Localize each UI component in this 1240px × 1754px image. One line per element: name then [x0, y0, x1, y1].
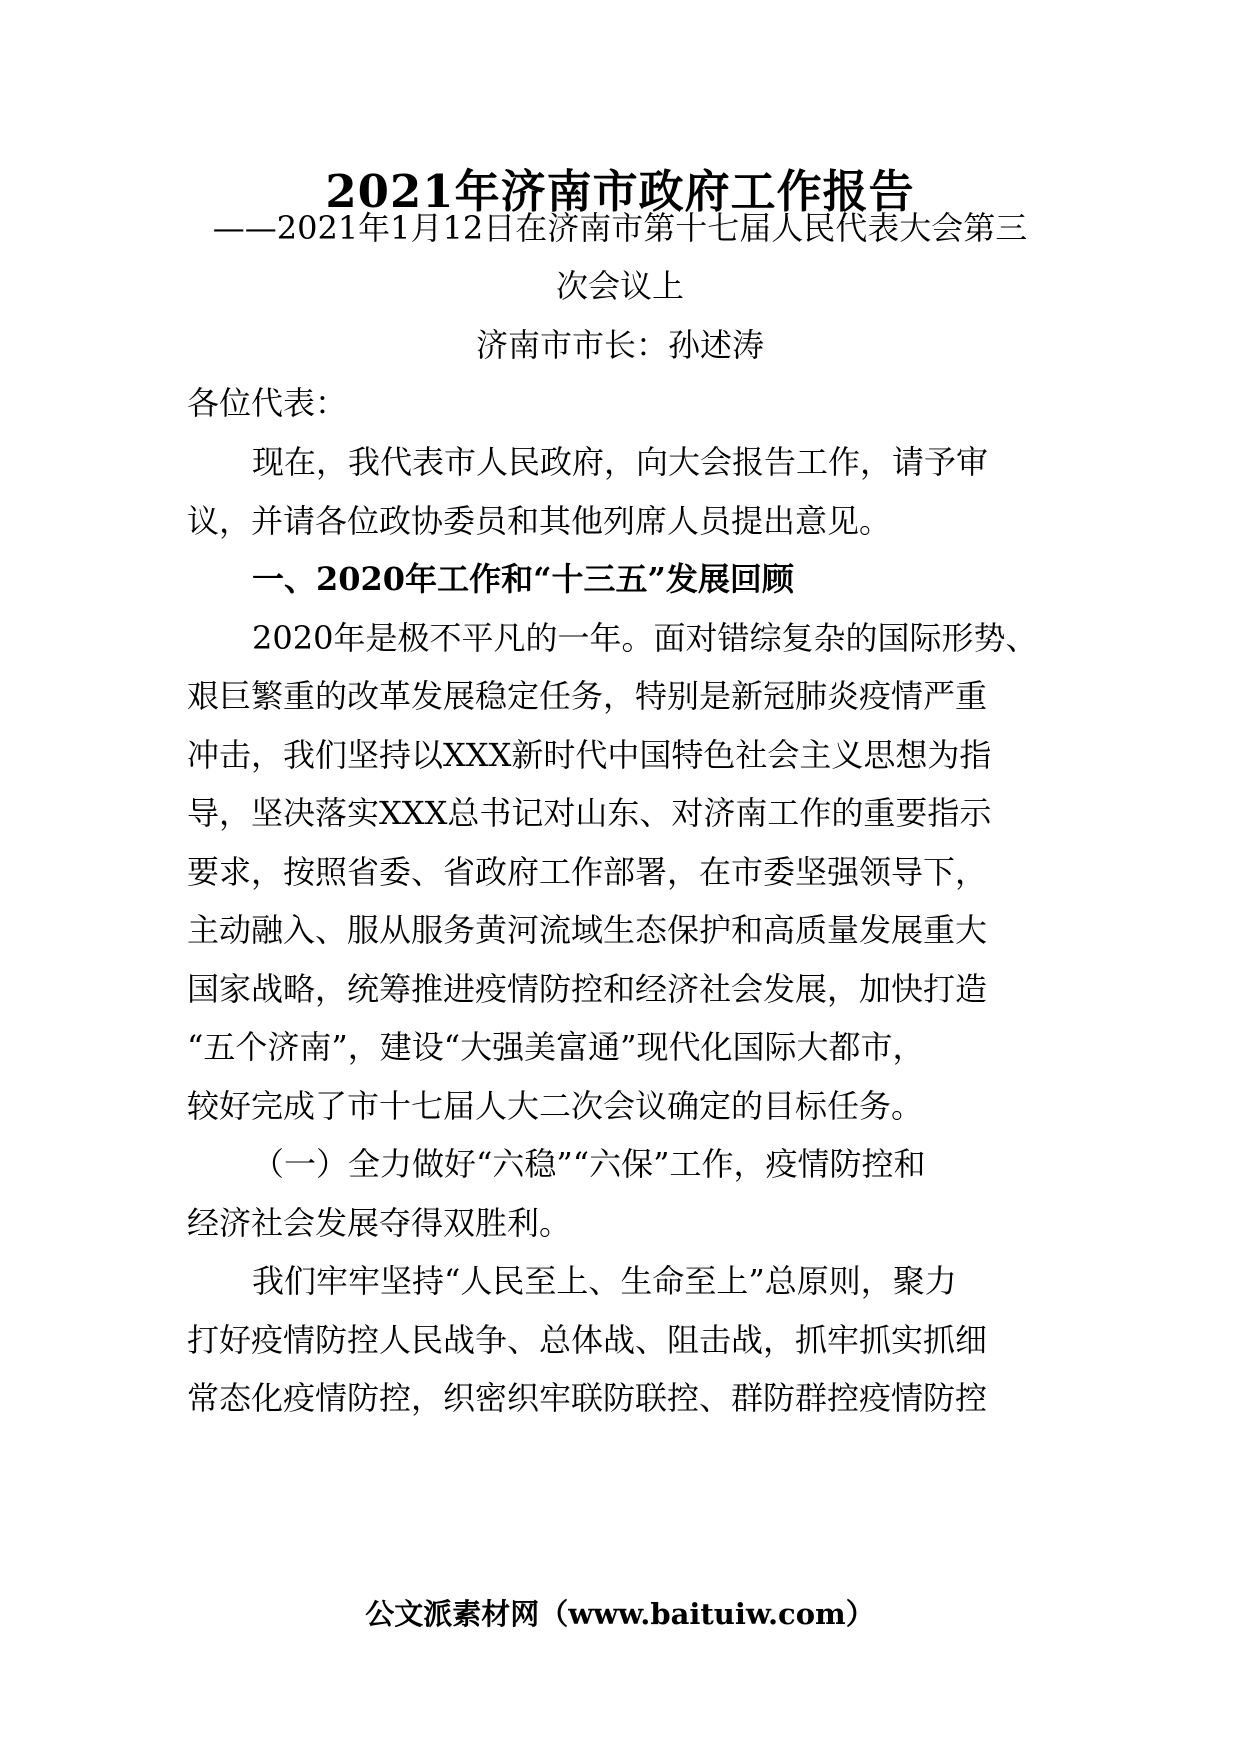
paragraph-line: 国家战略，统筹推进疫情防控和经济社会发展，加快打造 [187, 970, 988, 1008]
paragraph-line: 打好疫情防控人民战争、总体战、阻击战，抓牢抓实抓细 [187, 1321, 988, 1359]
subsection-line: 经济社会发展夺得双胜利。 [187, 1204, 572, 1242]
paragraph-line: 2020年是极不平凡的一年。面对错综复杂的国际形势、 [252, 619, 1038, 657]
paragraph-line: 导，坚决落实XXX总书记对山东、对济南工作的重要指示 [187, 794, 992, 832]
section-heading: 一、2020年工作和“十三五”发展回顾 [252, 560, 794, 598]
paragraph-line: 议，并请各位政协委员和其他列席人员提出意见。 [187, 502, 892, 540]
paragraph-line: 主动融入、服从服务黄河流域生态保护和高质量发展重大 [187, 911, 988, 949]
document-subtitle-line-1: ——2021年1月12日在济南市第十七届人民代表大会第三 [212, 209, 1028, 247]
paragraph-line: “五个济南”，建设“大强美富通”现代化国际大都市， [187, 1028, 925, 1066]
paragraph-line: 我们牢牢坚持“人民至上、生命至上”总原则，聚力 [252, 1262, 957, 1300]
subsection-line: （一）全力做好“六稳”“六保”工作，疫情防控和 [252, 1145, 926, 1183]
paragraph-line: 艰巨繁重的改革发展稳定任务，特别是新冠肺炎疫情严重 [187, 677, 988, 715]
paragraph-line: 较好完成了市十七届人大二次会议确定的目标任务。 [187, 1087, 924, 1125]
page-footer: 公文派素材网（www.baituiw.com） [365, 1597, 875, 1631]
salutation: 各位代表： [187, 384, 348, 422]
document-author: 济南市市长：孙述涛 [475, 326, 764, 364]
document-title: 2021年济南市政府工作报告 [325, 165, 915, 218]
paragraph-line: 冲击，我们坚持以XXX新时代中国特色社会主义思想为指 [187, 736, 992, 774]
paragraph-line: 现在，我代表市人民政府，向大会报告工作，请予审 [252, 443, 989, 481]
document-subtitle-line-2: 次会议上 [555, 267, 684, 305]
paragraph-line: 常态化疫情防控，织密织牢联防联控、群防群控疫情防控 [187, 1379, 988, 1417]
paragraph-line: 要求，按照省委、省政府工作部署，在市委坚强领导下， [187, 853, 988, 891]
